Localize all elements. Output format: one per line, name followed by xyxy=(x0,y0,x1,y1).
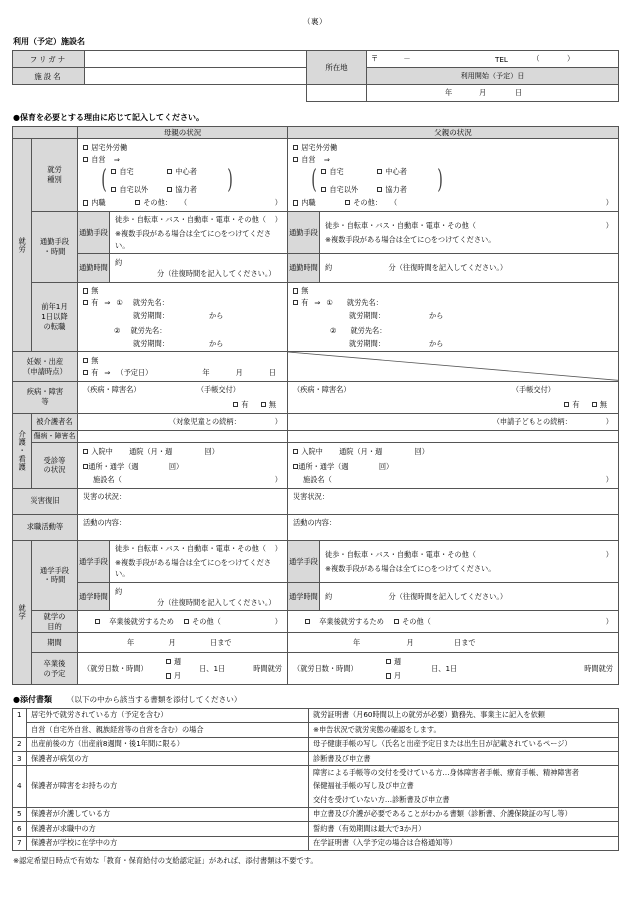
label-hospitalized: 入院中 xyxy=(91,446,113,456)
label-yes: 有 xyxy=(572,400,580,410)
label-period-2: 就労期間： xyxy=(133,338,169,348)
checkbox-yes[interactable] xyxy=(293,300,298,305)
tel-paren-close: ） xyxy=(567,54,575,63)
label-week: 週 xyxy=(173,656,182,666)
minutes-label: 分（往復時間を記入してください。） xyxy=(388,592,508,602)
attach-no: 4 xyxy=(13,766,27,807)
label-center-person: 中心者 xyxy=(175,166,197,176)
attach-doc: 診断書及び申立書 xyxy=(309,752,619,766)
arrow-icon: ⇒ xyxy=(104,368,111,377)
label-home: 自宅 xyxy=(119,166,134,176)
attach-reason: 保護者が介護している方 xyxy=(27,807,309,821)
label-home: 自宅 xyxy=(329,166,344,176)
care-status-father[interactable] xyxy=(288,443,619,488)
school-purpose-father[interactable] xyxy=(288,611,619,633)
table-row xyxy=(13,443,619,488)
label-period-1: 就労期間： xyxy=(133,311,169,321)
group-label-school: 就学 xyxy=(13,540,32,684)
attach-no: 7 xyxy=(13,836,27,850)
page-marker: （裏） xyxy=(302,17,328,26)
paren-close: ） xyxy=(605,617,613,627)
row-label-care-illness: 傷病・障害名 xyxy=(32,431,78,443)
tel-paren-open: （ xyxy=(532,54,540,63)
attach-doc: 交付を受けていない方…診断書及び申立書 xyxy=(309,793,619,807)
start-month: 月 xyxy=(479,88,487,97)
table-row xyxy=(13,254,619,282)
commute-means-label: 通勤手段 xyxy=(288,211,320,253)
school-after-father[interactable] xyxy=(288,653,619,684)
attach-doc: 就労証明書（月60時間以上の就労が必要）勤務先、事業主に記入を依頼 xyxy=(309,708,619,722)
table-row xyxy=(13,653,619,684)
label-from-1: から xyxy=(428,311,444,321)
work-type-mother[interactable] xyxy=(78,139,288,212)
label-yes: 有 xyxy=(301,298,309,308)
commute-means-father[interactable] xyxy=(320,211,619,253)
label-yes: 有 xyxy=(241,400,249,410)
arrow-icon: ⇒ xyxy=(314,298,321,308)
furigana-label: フリガナ xyxy=(13,51,85,68)
attach-no: 1 xyxy=(13,708,27,737)
label-facility-name: 施設名（ xyxy=(303,474,332,484)
job-change-mother[interactable] xyxy=(78,282,288,352)
label-naishoku: 内職 xyxy=(91,198,106,208)
postal-dash: － xyxy=(403,54,411,63)
school-note: ※複数手段がある場合は全てに○をつけてください。 xyxy=(325,563,496,573)
row-label-commute: 通勤手段 ・時間 xyxy=(32,211,78,282)
row-label-work-type: 就労 種別 xyxy=(32,139,78,212)
checkbox-booklet-yes[interactable] xyxy=(233,402,238,407)
pregnancy-father-struck-out xyxy=(288,352,619,381)
label-outpatient: 通院（月・週 xyxy=(129,446,173,456)
checkbox-none[interactable] xyxy=(293,288,298,293)
label-center-person: 中心者 xyxy=(385,166,407,176)
school-time-father[interactable] xyxy=(320,583,619,611)
care-person-father[interactable] xyxy=(288,413,619,430)
commute-means-text: 徒歩・自転車・バス・自動車・電車・その他（ xyxy=(115,215,266,225)
checkbox-home[interactable] xyxy=(111,169,116,174)
tel-label: TEL xyxy=(495,54,508,64)
footnote: ※認定希望日時点で有効な「教育・保育給付の支給認定証」があれば、添付書類は不要です。 xyxy=(13,856,318,866)
row-label-school-after: 卒業後 の予定 xyxy=(32,653,78,684)
attach-subtitle: （以下の中から該当する書類を添付してください） xyxy=(66,694,242,704)
work-type-father[interactable] xyxy=(288,139,619,212)
label-none: 無 xyxy=(91,355,99,365)
paren-open: （ xyxy=(389,198,398,208)
label-helper: 協力者 xyxy=(175,184,197,194)
commute-note: ※複数手段がある場合は全てに○をつけてください。 xyxy=(115,229,272,250)
attach-reason: 自営（自宅外自営、親族経営等の自営を含む）の場合 xyxy=(27,723,309,737)
checkbox-helper[interactable] xyxy=(167,187,172,192)
table-row xyxy=(13,723,619,737)
main-instruction: ●保育を必要とする理由に応じて記入してください。 xyxy=(13,113,204,122)
label-facility-name: 施設名（ xyxy=(93,474,122,484)
checkbox-other-work[interactable] xyxy=(135,200,140,205)
label-no: 無 xyxy=(268,400,276,410)
item-number-2: ② xyxy=(330,325,337,335)
self-employed-options: ( 自宅 中心者 自宅以外 協力者 ) xyxy=(311,165,444,196)
label-yes: 有 xyxy=(91,298,99,308)
label-days-hours: （就労日数・時間） xyxy=(83,663,148,673)
table-row xyxy=(13,807,619,821)
checkbox-yes[interactable] xyxy=(83,370,88,375)
label-booklet: （手帳交付） xyxy=(511,385,555,395)
table-row xyxy=(13,282,619,352)
row-label-care-person: 被介護者名 xyxy=(32,413,78,430)
disaster-father[interactable] xyxy=(288,488,619,514)
paren-open: （ xyxy=(179,198,188,208)
table-row xyxy=(13,822,619,836)
attach-no: 2 xyxy=(13,737,27,751)
start-year: 年 xyxy=(445,88,453,97)
table-row xyxy=(13,352,619,381)
checkbox-self-employed[interactable] xyxy=(293,157,298,162)
label-other-purpose: その他（ xyxy=(192,617,221,627)
checkbox-other-work[interactable] xyxy=(345,200,350,205)
item-number-1: ① xyxy=(116,298,123,308)
label-not-home: 自宅以外 xyxy=(329,184,359,194)
paren-close: ） xyxy=(605,549,613,559)
school-period-father[interactable] xyxy=(288,633,619,653)
illness-father[interactable] xyxy=(288,381,619,413)
table-row xyxy=(13,583,619,611)
label-times: 回） xyxy=(204,446,219,456)
table-row xyxy=(13,752,619,766)
postal-mark-icon: 〒 xyxy=(371,54,379,63)
checkbox-hospitalized[interactable] xyxy=(293,449,298,454)
checkbox-none[interactable] xyxy=(83,358,88,363)
school-means-label: 通学手段 xyxy=(288,540,320,582)
school-note: ※複数手段がある場合は全てに○をつけてください。 xyxy=(115,558,272,579)
minutes-label: 分（往復時間を記入してください。） xyxy=(388,263,508,273)
checkbox-booklet-no[interactable] xyxy=(261,402,266,407)
label-days-hours: （就労日数・時間） xyxy=(293,663,358,673)
label-disaster-status: 災害状況： xyxy=(293,492,329,502)
reason-table xyxy=(12,126,619,685)
illness-mother[interactable] xyxy=(78,381,288,413)
location-input[interactable] xyxy=(367,51,619,68)
label-company-2: 就労先名： xyxy=(350,325,387,335)
label-outside-work: 居宅外労働 xyxy=(301,142,338,152)
label-times: 回） xyxy=(414,446,429,456)
label-from-2: から xyxy=(208,338,224,348)
paren-close: ） xyxy=(274,215,282,225)
label-hours-work: 時間就労 xyxy=(584,663,613,673)
row-label-school-commute: 通学手段 ・時間 xyxy=(32,540,78,611)
label-company-2: 就労先名： xyxy=(130,325,167,335)
label-naishoku: 内職 xyxy=(301,198,316,208)
label-none: 無 xyxy=(91,286,99,296)
arrow-icon: ⇒ xyxy=(323,154,330,164)
attach-doc: ※申告状況で就労実態の確認をします。 xyxy=(309,723,619,737)
label-attend: 通所・通学（週 xyxy=(88,461,139,471)
row-label-job-change: 前年1月 1日以降 の転職 xyxy=(32,282,78,352)
start-date-input[interactable] xyxy=(367,85,619,102)
row-label-care-status: 受診等 の状況 xyxy=(32,443,78,488)
school-purpose-mother[interactable] xyxy=(78,611,288,633)
label-not-home: 自宅以外 xyxy=(119,184,149,194)
label-hours-work: 時間就労 xyxy=(253,663,282,673)
label-day: 日 xyxy=(268,368,276,377)
item-number-1: ① xyxy=(326,298,333,308)
label-company-1: 就労先名： xyxy=(346,298,383,308)
label-month: 月 xyxy=(406,638,414,648)
minutes-label: 分（往復時間を記入してください。） xyxy=(157,268,276,278)
checkbox-naishoku[interactable] xyxy=(83,200,88,205)
label-year: 年 xyxy=(127,638,135,648)
job-change-father[interactable] xyxy=(288,282,619,352)
start-day: 日 xyxy=(515,88,523,97)
row-label-job-search: 求職活動等 xyxy=(13,514,78,540)
label-from-2: から xyxy=(428,338,444,348)
care-illness-father[interactable] xyxy=(288,431,619,443)
label-disaster-status: 災害の状況： xyxy=(83,492,127,502)
school-time-label: 通学時間 xyxy=(78,583,110,611)
table-row xyxy=(13,381,619,413)
table-row xyxy=(13,211,619,253)
label-self-employed: 自営 xyxy=(301,154,316,164)
label-other-purpose: その他（ xyxy=(402,617,431,627)
label-day-one: 日、1日 xyxy=(199,663,226,673)
attach-reason: 居宅外で就労されている方（予定を含む） xyxy=(27,708,309,722)
label-month: 月 xyxy=(173,671,182,681)
paren-close: ） xyxy=(605,198,613,208)
disaster-mother[interactable] xyxy=(78,488,288,514)
label-due-date: （予定日） xyxy=(116,368,153,377)
group-label-work: 就労 xyxy=(13,139,32,352)
attach-doc: 在学証明書（入学予定の場合は合格通知等） xyxy=(309,836,619,850)
label-none: 無 xyxy=(301,286,309,296)
commute-time-father[interactable] xyxy=(320,254,619,282)
attach-reason: 出産前後の方（出産前8週間・後1年間に限る） xyxy=(27,737,309,751)
label-work-after: 卒業後就労するため xyxy=(109,617,174,627)
school-after-mother[interactable] xyxy=(78,653,288,684)
label-illness-name: （疾病・障害名） xyxy=(83,385,141,395)
label-work-after: 卒業後就労するため xyxy=(319,617,384,627)
checkbox-week[interactable] xyxy=(386,659,391,664)
job-search-father[interactable] xyxy=(288,514,619,540)
checkbox-center-person[interactable] xyxy=(167,169,172,174)
approx-label: 約 xyxy=(325,592,333,602)
label-other-work: その他： xyxy=(143,198,172,208)
label-outpatient: 通院（月・週 xyxy=(339,446,383,456)
care-person-mother[interactable] xyxy=(78,413,288,430)
care-illness-mother[interactable] xyxy=(78,431,288,443)
label-relation: （申請子どもとの続柄： xyxy=(492,417,572,427)
row-label-school-purpose: 就学の 目的 xyxy=(32,611,78,633)
attach-reason: 保護者が学校に在学中の方 xyxy=(27,836,309,850)
approx-label: 約 xyxy=(325,263,333,273)
checkbox-not-home[interactable] xyxy=(321,187,326,192)
pregnancy-mother[interactable] xyxy=(78,352,288,381)
school-period-mother[interactable] xyxy=(78,633,288,653)
label-booklet: （手帳交付） xyxy=(196,385,240,395)
attachment-table xyxy=(12,708,619,851)
label-attend-times: 回） xyxy=(168,461,184,471)
group-label-care: 介護・看護 xyxy=(13,413,32,488)
attach-doc: 申立書及び介護が必要であることがわかる書類（診断書、介護保険証の写し等） xyxy=(309,807,619,821)
label-outside-work: 居宅外労働 xyxy=(91,142,128,152)
table-row xyxy=(13,488,619,514)
label-attend-times: 回） xyxy=(378,461,394,471)
attach-doc: 障害による手帳等の交付を受けている方…身体障害者手帳、療育手帳、精神障害者 xyxy=(309,766,619,780)
table-row xyxy=(13,540,619,582)
label-month: 月 xyxy=(168,638,176,648)
commute-time-label: 通勤時間 xyxy=(78,254,110,282)
checkbox-month[interactable] xyxy=(166,673,171,678)
label-period-1: 就労期間： xyxy=(349,311,385,321)
attach-reason: 保護者が求職中の方 xyxy=(27,822,309,836)
facility-table xyxy=(12,50,619,102)
row-label-school-period: 期間 xyxy=(32,633,78,653)
checkbox-center-person[interactable] xyxy=(377,169,382,174)
school-means-label: 通学手段 xyxy=(78,540,110,582)
commute-time-label: 通勤時間 xyxy=(288,254,320,282)
school-time-label: 通学時間 xyxy=(288,583,320,611)
label-month: 月 xyxy=(235,368,243,377)
job-search-mother[interactable] xyxy=(78,514,288,540)
approx-label: 約 xyxy=(115,586,123,596)
label-relation: （対象児童との続柄： xyxy=(168,417,241,427)
checkbox-week[interactable] xyxy=(166,659,171,664)
facility-section-title: 利用（予定）施設名 xyxy=(13,37,85,46)
table-row xyxy=(13,139,619,212)
checkbox-self-employed[interactable] xyxy=(83,157,88,162)
paren-close: ） xyxy=(274,417,282,427)
attach-doc: 保健福祉手帳の写し及び申立書 xyxy=(309,780,619,793)
label-week: 週 xyxy=(393,656,402,666)
table-row xyxy=(13,836,619,850)
start-date-label: 利用開始（予定）日 xyxy=(367,68,619,85)
col-header-mother: 母親の状況 xyxy=(78,127,288,139)
paren-close: ） xyxy=(274,198,282,208)
attach-reason: 保護者が病気の方 xyxy=(27,752,309,766)
label-day-one: 日、1日 xyxy=(431,663,458,673)
label-company-1: 就労先名： xyxy=(132,298,169,308)
attach-doc: 誓約書（有効期間は最大で3か月） xyxy=(309,822,619,836)
checkbox-booklet-yes[interactable] xyxy=(564,402,569,407)
checkbox-yes[interactable] xyxy=(83,300,88,305)
label-year: 年 xyxy=(353,638,361,648)
commute-time-mother[interactable] xyxy=(110,254,288,282)
label-activity-content: 活動の内容： xyxy=(83,518,127,528)
approx-label: 約 xyxy=(115,257,123,267)
table-row xyxy=(13,413,619,430)
attach-section-title xyxy=(13,694,618,705)
label-activity-content: 活動の内容： xyxy=(293,518,337,528)
checkbox-none[interactable] xyxy=(83,288,88,293)
paren-close: ） xyxy=(274,544,282,554)
checkbox-month[interactable] xyxy=(386,673,391,678)
school-means-text: 徒歩・自転車・バス・自動車・電車・その他（ xyxy=(115,544,266,554)
table-row xyxy=(13,708,619,722)
table-row xyxy=(13,514,619,540)
table-row xyxy=(13,127,619,139)
label-no: 無 xyxy=(599,400,607,410)
label-attend: 通所・通学（週 xyxy=(298,461,349,471)
commute-note: ※複数手段がある場合は全てに○をつけてください。 xyxy=(325,235,496,245)
arrow-icon: ⇒ xyxy=(104,298,111,308)
school-means-father[interactable] xyxy=(320,540,619,582)
label-day-until: 日まで xyxy=(454,638,476,648)
table-row xyxy=(13,737,619,751)
label-hospitalized: 入院中 xyxy=(301,446,323,456)
checkbox-helper[interactable] xyxy=(377,187,382,192)
arrow-icon: ⇒ xyxy=(113,154,120,164)
label-helper: 協力者 xyxy=(385,184,407,194)
school-time-mother[interactable] xyxy=(110,583,288,611)
table-row xyxy=(13,633,619,653)
checkbox-naishoku[interactable] xyxy=(293,200,298,205)
table-row xyxy=(13,85,619,102)
attach-no: 5 xyxy=(13,807,27,821)
checkbox-work-after-graduation[interactable] xyxy=(95,619,100,624)
row-label-disaster: 災害復旧 xyxy=(13,488,78,514)
paren-close: ） xyxy=(274,617,282,627)
commute-means-label: 通勤手段 xyxy=(78,211,110,253)
label-illness-name: （疾病・障害名） xyxy=(293,385,351,395)
attach-title: ●添付書類 xyxy=(13,694,52,704)
checkbox-home[interactable] xyxy=(321,169,326,174)
checkbox-hospitalized[interactable] xyxy=(83,449,88,454)
label-self-employed: 自営 xyxy=(91,154,106,164)
attach-reason: 保護者が障害をお持ちの方 xyxy=(27,766,309,807)
checkbox-booklet-no[interactable] xyxy=(592,402,597,407)
furigana-input[interactable] xyxy=(85,51,307,68)
col-header-father: 父親の状況 xyxy=(288,127,619,139)
table-row xyxy=(13,766,619,780)
row-label-illness: 疾病・障害 等 xyxy=(13,381,78,413)
label-day-until: 日まで xyxy=(210,638,232,648)
checkbox-other-purpose[interactable] xyxy=(184,619,189,624)
school-means-mother[interactable] xyxy=(110,540,288,582)
facility-name-label: 施設名 xyxy=(13,68,85,85)
table-row xyxy=(13,431,619,443)
checkbox-outside-work[interactable] xyxy=(83,145,88,150)
item-number-2: ② xyxy=(114,325,121,335)
location-label: 所在地 xyxy=(307,51,367,85)
checkbox-other-purpose[interactable] xyxy=(394,619,399,624)
label-period-2: 就労期間： xyxy=(349,338,385,348)
checkbox-not-home[interactable] xyxy=(111,187,116,192)
table-row xyxy=(13,611,619,633)
attach-doc: 母子健康手帳の写し（氏名と出産予定日または出生日が記載されているページ） xyxy=(309,737,619,751)
label-from-1: から xyxy=(208,311,224,321)
paren-close: ） xyxy=(605,220,613,230)
facility-name-input[interactable] xyxy=(85,68,307,85)
row-label-pregnancy: 妊娠・出産 （申請時点） xyxy=(13,352,78,381)
minutes-label: 分（往復時間を記入してください。） xyxy=(157,597,276,607)
label-other-work: その他： xyxy=(353,198,382,208)
attach-no: 3 xyxy=(13,752,27,766)
checkbox-work-after-graduation[interactable] xyxy=(305,619,310,624)
table-row xyxy=(13,51,619,68)
school-means-text: 徒歩・自転車・バス・自動車・電車・その他（ xyxy=(325,549,476,559)
paren-close: ） xyxy=(605,474,613,484)
commute-means-mother[interactable] xyxy=(110,211,288,253)
paren-close: ） xyxy=(274,474,282,484)
label-yes: 有 xyxy=(91,368,99,377)
label-month: 月 xyxy=(393,671,402,681)
self-employed-options: ( 自宅 中心者 自宅以外 協力者 ) xyxy=(101,165,234,196)
attach-no: 6 xyxy=(13,822,27,836)
commute-means-text: 徒歩・自転車・バス・自動車・電車・その他（ xyxy=(325,220,476,230)
care-status-mother[interactable] xyxy=(78,443,288,488)
paren-close: ） xyxy=(605,417,613,427)
label-year: 年 xyxy=(202,368,210,377)
checkbox-outside-work[interactable] xyxy=(293,145,298,150)
